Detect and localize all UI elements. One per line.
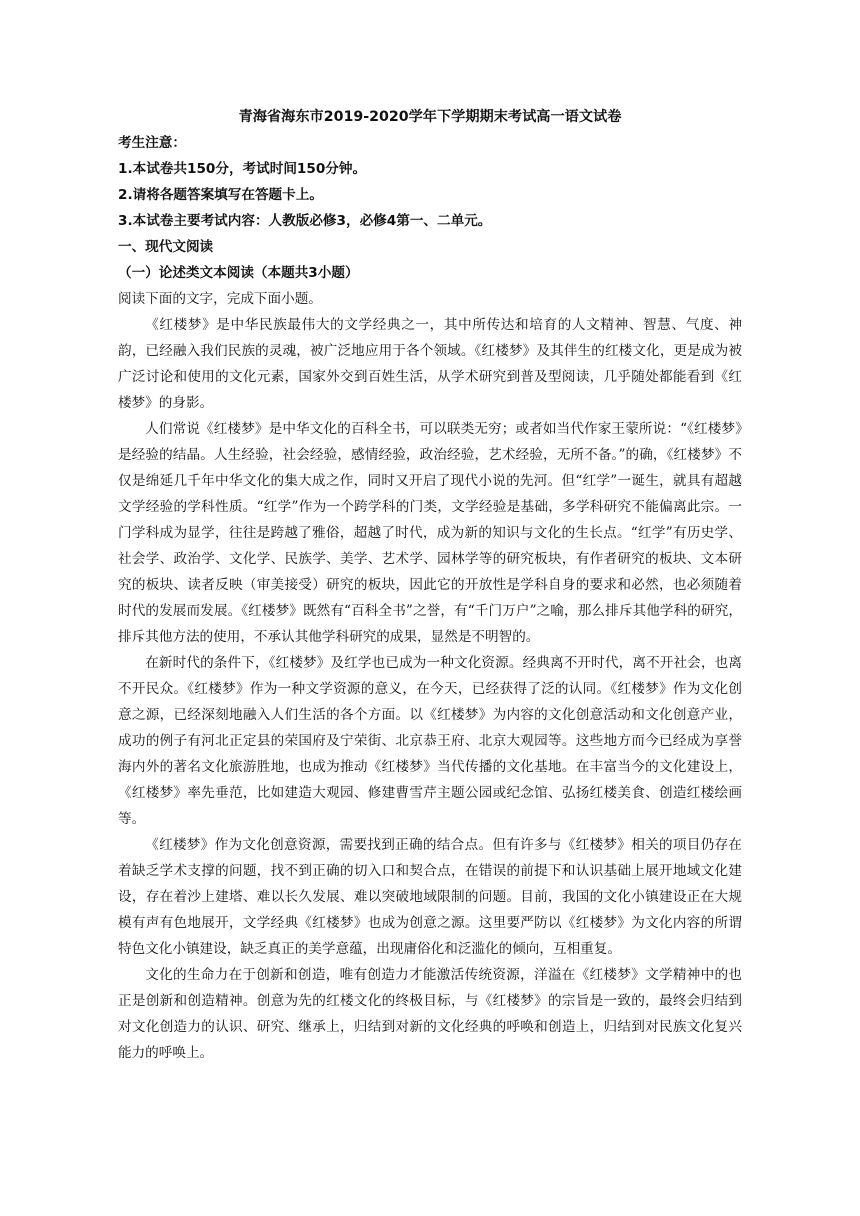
passage-paragraph: 《红楼梦》是中华民族最伟大的文学经典之一，其中所传达和培育的人文精神、智慧、气度、神韵，已经融入我们民族的灵魂，被广泛地应用于各个领域。《红楼梦》及其伴生的红楼文化，更是成为被广泛讨论和使用的文化元素，国家外交到百姓生活，从学术研究到普及型阅读，几乎随处都能看到《红楼梦》的身影。 bbox=[118, 317, 742, 411]
exam-title: 青海省海东市2019-2020学年下学期期末考试高一语文试卷 bbox=[238, 109, 622, 125]
notice-item: 1.本试卷共150分，考试时间150分钟。 bbox=[118, 161, 367, 177]
exam-page bbox=[118, 104, 742, 1066]
reading-instruction: 阅读下面的文字，完成下面小题。 bbox=[118, 291, 322, 307]
passage-paragraph: 在新时代的条件下，《红楼梦》及红学也已成为一种文化资源。经典离不开时代，离不开社会，也离不开民众。《红楼梦》作为一种文学资源的意义，在今天，已经获得了泛的认同。《红楼梦》作为文化创意之源，已经深刻地融入人们生活的各个方面。以《红楼梦》为内容的文化创意活动和文化创意产业，成功的例子有河北正定县的荣国府及宁荣街、北京恭王府、北京大观园等。这些地方而今已经成为享誉海内外的著名文化旅游胜地，也成为推动《红楼梦》当代传播的文化基地。在丰富当今的文化建设上，《红楼梦》率先垂范，比如建造大观园、修建曹雪芹主题公园或纪念馆、弘扬红楼美食、创造红楼绘画等。 bbox=[118, 655, 742, 827]
passage-paragraph: 人们常说《红楼梦》是中华文化的百科全书，可以联类无穷；或者如当代作家王蒙所说：“《红楼梦》是经验的结晶。人生经验，社会经验，感情经验，政治经验，艺术经验，无所不备。”的确，《红楼梦》不仅是绵延几千年中华文化的集大成之作，同时又开启了现代小说的先河。但“红学”一诞生，就具有超越文学经验的学科性质。“红学”作为一个跨学科的门类，文学经验是基础，多学科研究不能偏离此宗。一门学科成为显学，往往是跨越了雅俗，超越了时代，成为新的知识与文化的生长点。“红学”有历史学、社会学、政治学、文化学、民族学、美学、艺术学、园林学等的研究板块，有作者研究的板块、文本研究的板块、读者反映（审美接受）研究的板块，因此它的开放性是学科自身的要求和必然，也必须随着时代的发展而发展。《红楼梦》既然有“百科全书”之誉，有“千门万户”之喻，那么排斥其他学科的研究，排斥其他方法的使用，不承认其他学科研究的成果，显然是不明智的。 bbox=[118, 421, 742, 645]
passage-paragraph: 《红楼梦》作为文化创意资源，需要找到正确的结合点。但有许多与《红楼梦》相关的项目仍存在着缺乏学术支撑的问题，找不到正确的切入口和契合点，在错误的前提下和认识基础上展开地域文化建设，存在着沙上建塔、难以长久发展、难以突破地域限制的问题。目前，我国的文化小镇建设正在大规模有声有色地展开，文学经典《红楼梦》也成为创意之源。这里要严防以《红楼梦》为文化内容的所谓特色文化小镇建设，缺乏真正的美学意蕴，出现庸俗化和泛滥化的倾向，互相重复。 bbox=[118, 837, 742, 957]
passage-paragraph: 文化的生命力在于创新和创造，唯有创造力才能激活传统资源，洋溢在《红楼梦》文学精神中的也正是创新和创造精神。创意为先的红楼文化的终极目标，与《红楼梦》的宗旨是一致的，最终会归结到对文化创造力的认识、研究、继承上，归结到对新的文化经典的呼唤和创造上，归结到对民族文化复兴能力的呼唤上。 bbox=[118, 967, 742, 1061]
notice-heading: 考生注意： bbox=[118, 135, 186, 151]
notice-item: 2.请将各题答案填写在答题卡上。 bbox=[118, 187, 323, 203]
section-subheading: （一）论述类文本阅读（本题共3小题） bbox=[118, 265, 359, 281]
notice-item: 3.本试卷主要考试内容：人教版必修3，必修4第一、二单元。 bbox=[118, 213, 492, 229]
section-heading: 一、现代文阅读 bbox=[118, 239, 214, 255]
